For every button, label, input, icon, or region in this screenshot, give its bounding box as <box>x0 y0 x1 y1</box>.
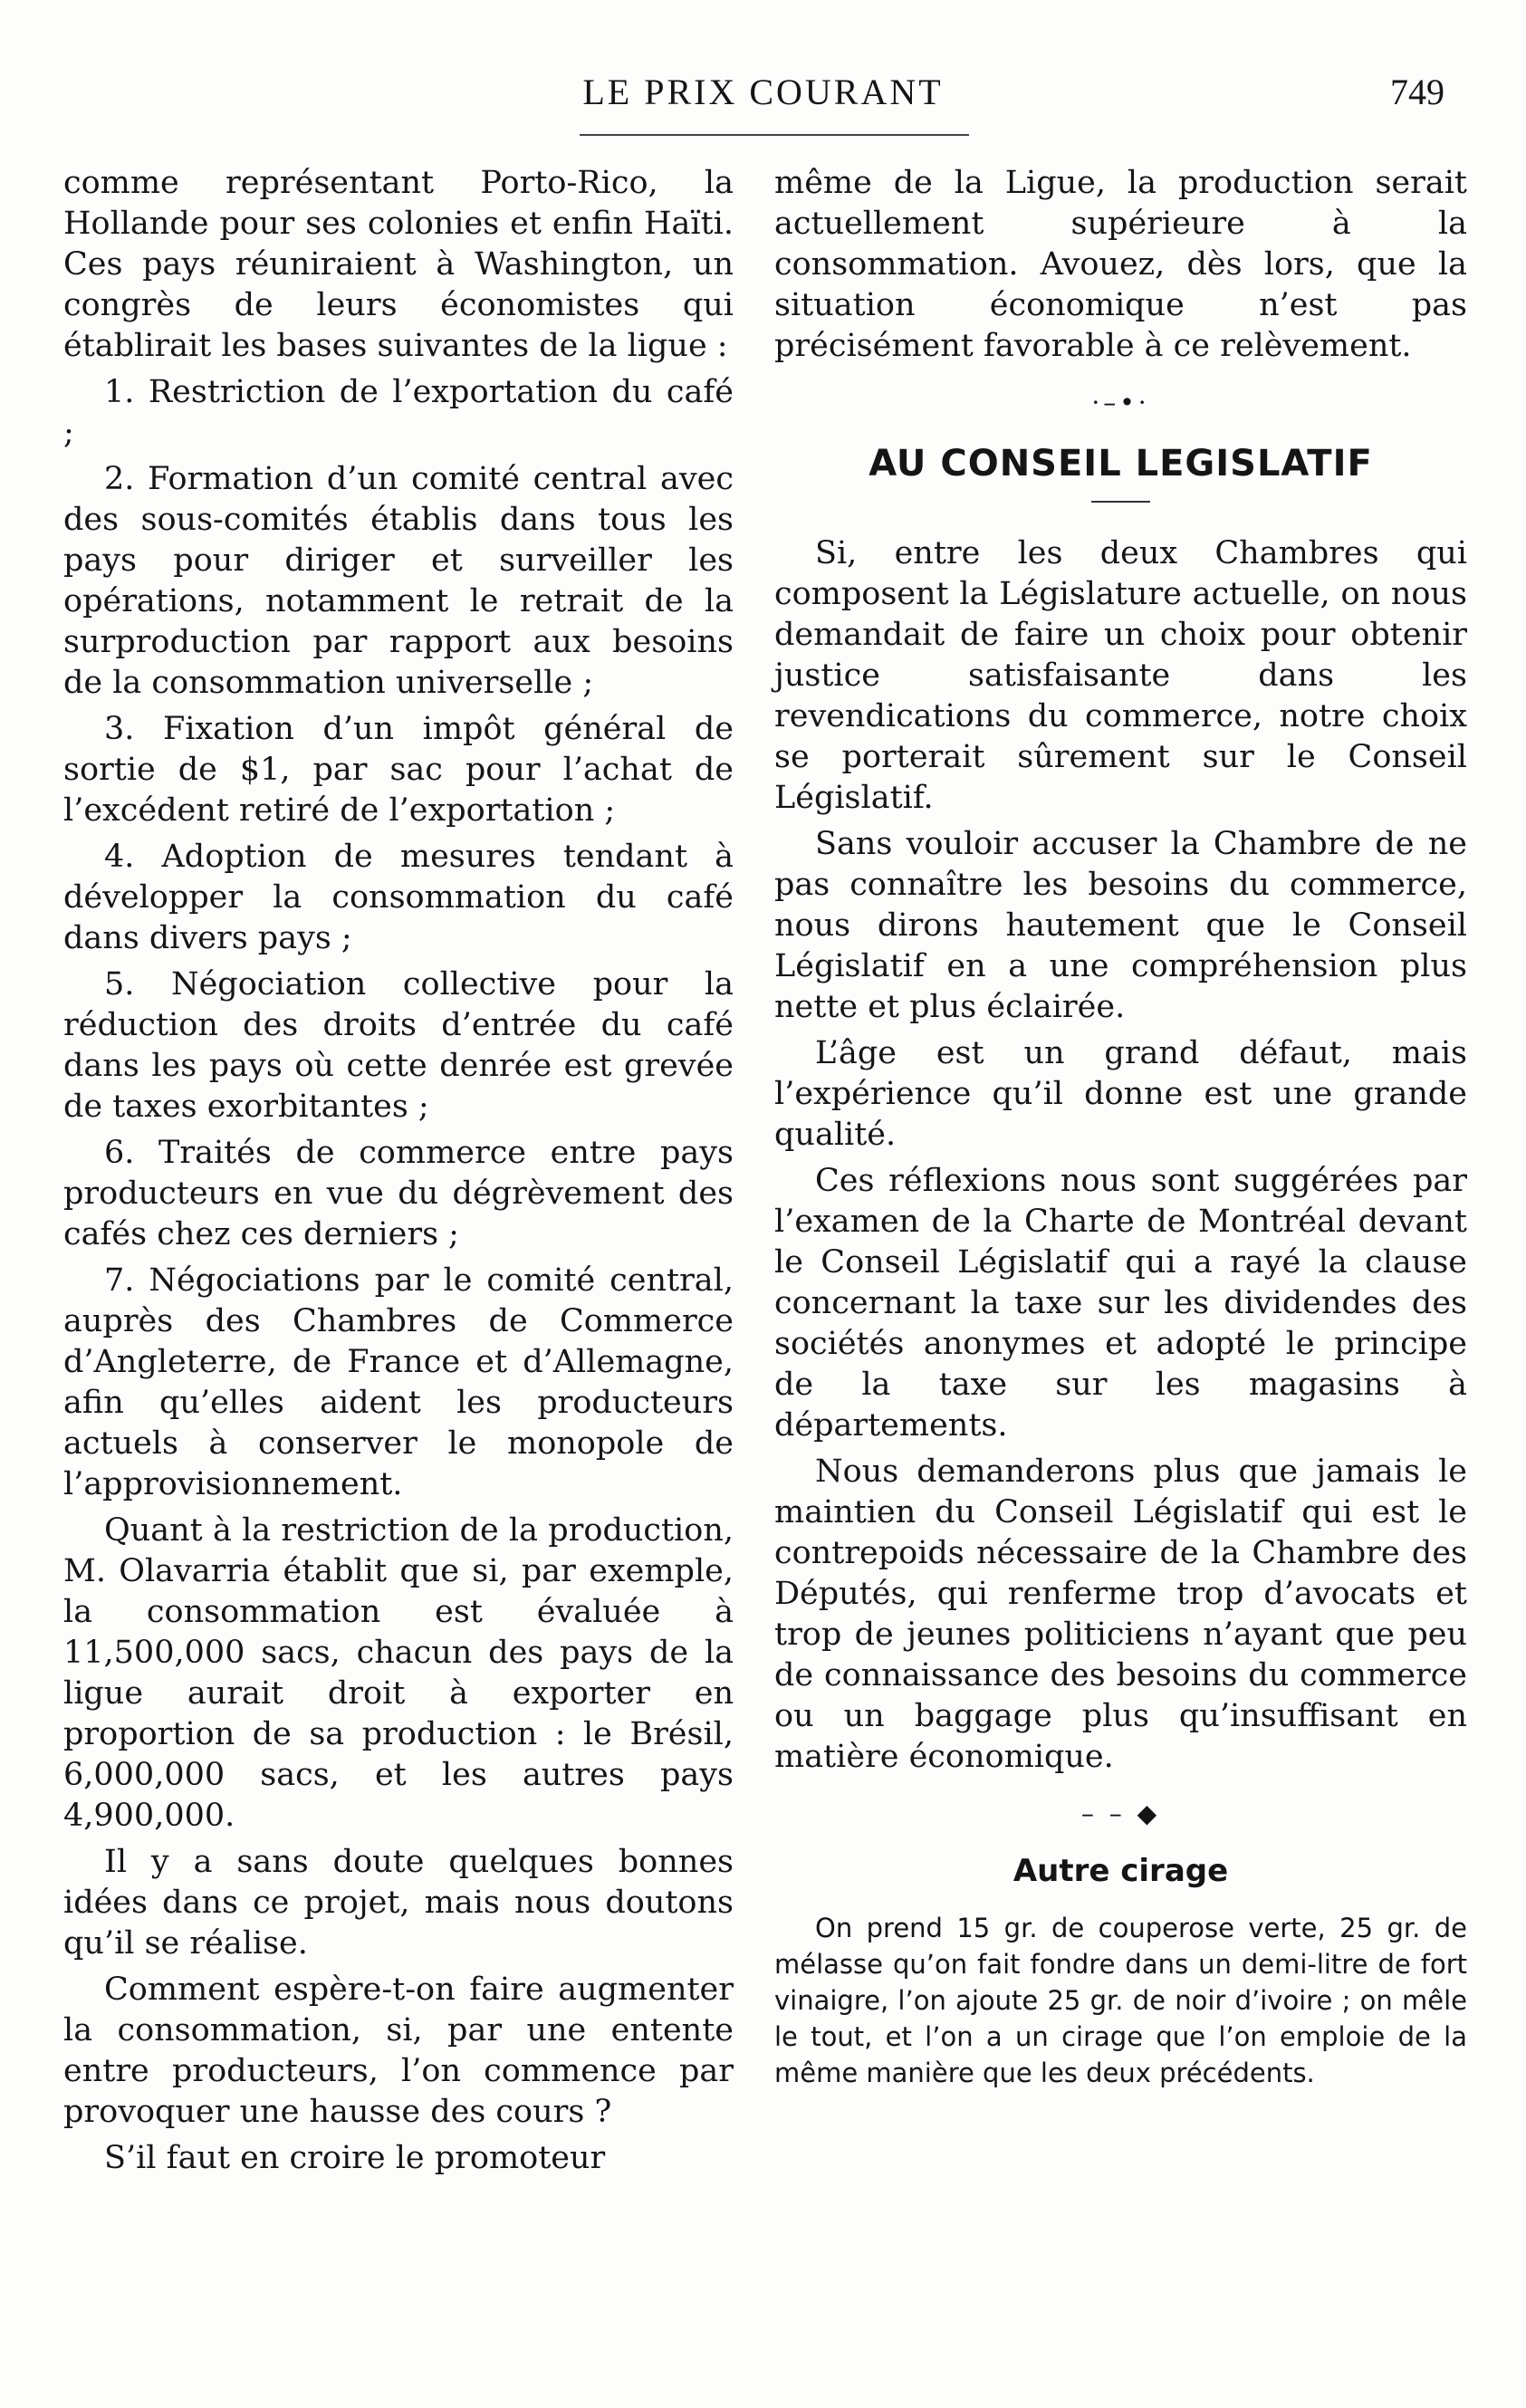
paragraph: comme représentant Porto-Rico, la Hollande pour ses colonies et enfin Haïti. Ces pays réuniraient à Washington, un congrès de leurs économistes qui établirait les bases suivantes de la ligue : <box>63 165 734 364</box>
paragraph: Comment espère-t-on faire augmenter la consommation, si, par une entente entre producteurs, l’on commence par provoquer une hausse des cours ? <box>63 1971 734 2130</box>
list-item: 4. Adoption de mesures tendant à développer la consommation du café dans divers pays ; <box>63 839 734 956</box>
page-header <box>63 71 1463 125</box>
paragraph: Quant à la restriction de la production, M. Olavarria établit que si, par exemple, la consommation est évaluée à 11,500,000 sacs, chacun des pays de la ligue aurait droit à exporter en proportion de sa production : le Brésil, 6,000,000 sacs, et les autres pays 4,900,000. <box>63 1512 734 1834</box>
list-item: 7. Négociations par le comité central, auprès des Chambres de Commerce d’Angleterre, de France et d’Allemagne, afin qu’elles aident les producteurs actuels à conserver le monopole de l’approvisionnement. <box>63 1262 734 1502</box>
heading-rule <box>1091 501 1150 503</box>
list-item: 1. Restriction de l’exportation du café ; <box>63 374 734 451</box>
sub-title: Autre cirage <box>1013 1853 1229 1889</box>
paragraph: Si, entre les deux Chambres qui composent la Législature actuelle, on nous demandait de faire un choix pour obtenir justice satisfaisante dans les revendications du commerce, notre choix se porterait sûrement sur le Conseil Législatif. <box>774 535 1467 816</box>
paragraph: Nous demanderons plus que jamais le maintien du Conseil Législatif qui est le contrepoids nécessaire de la Chambre des Députés, qui renferme trop d’avocats et trop de jeunes politiciens n’ayant que peu de connaissance des besoins du commerce ou un baggage plus qu’insuffisant en matière économique. <box>774 1453 1467 1775</box>
section-title: AU CONSEIL LEGISLATIF <box>869 443 1373 484</box>
ornament: – – ◆ <box>1080 1799 1161 1828</box>
list-item: 2. Formation d’un comité central avec des sous-comités établis dans tous les pays pour diriger et surveiller les opérations, notamment le retrait de la surproduction par rapport aux besoins de la consommation universelle ; <box>63 461 734 701</box>
ornament: ·–•· <box>1091 388 1150 417</box>
paragraph: même de la Ligue, la production serait actuellement supérieure à la consommation. Avouez, dès lors, que la situation économique n’est pas précisément favorable à ce relèvement. <box>774 165 1467 364</box>
paragraph: Sans vouloir accuser la Chambre de ne pas connaître les besoins du commerce, nous dirons hautement que le Conseil Législatif en a une compréhension plus nette et plus éclairée. <box>774 826 1467 1025</box>
list-item: 3. Fixation d’un impôt général de sortie de $1, par sac pour l’achat de l’excédent retiré de l’exportation ; <box>63 711 734 829</box>
recipe-text <box>774 1910 1467 2091</box>
paragraph: Il y a sans doute quelques bonnes idées dans ce projet, mais nous doutons qu’il se réalise. <box>63 1844 734 1962</box>
left-column <box>63 163 734 2184</box>
right-column <box>774 163 1467 2091</box>
list-item: 6. Traités de commerce entre pays producteurs en vue du dégrèvement des cafés chez ces derniers ; <box>63 1135 734 1252</box>
running-title: LE PRIX COURANT <box>582 72 944 112</box>
header-rule <box>580 134 969 136</box>
paragraph: S’il faut en croire le promoteur <box>104 2140 606 2176</box>
paragraph: L’âge est un grand défaut, mais l’expérience qu’il donne est une grande qualité. <box>774 1035 1467 1153</box>
paragraph: Ces réflexions nous sont suggérées par l’examen de la Charte de Montréal devant le Conseil Législatif qui a rayé la clause concernant la taxe sur les dividendes des sociétés anonymes et adopté le principe de la taxe sur les magasins à départements. <box>774 1163 1467 1444</box>
paragraph: On prend 15 gr. de couperose verte, 25 gr. de mélasse qu’on fait fondre dans un demi-litre de fort vinaigre, l’on ajoute 25 gr. de noir d’ivoire ; on mêle le tout, et l’on a un cirage que l’on emploie de la même manière que les deux précédents. <box>774 1913 1467 2088</box>
list-item: 5. Négociation collective pour la réduction des droits d’entrée du café dans les pays où cette denrée est grevée de taxes exorbitantes ; <box>63 966 734 1125</box>
page-number: 749 <box>1390 72 1444 112</box>
